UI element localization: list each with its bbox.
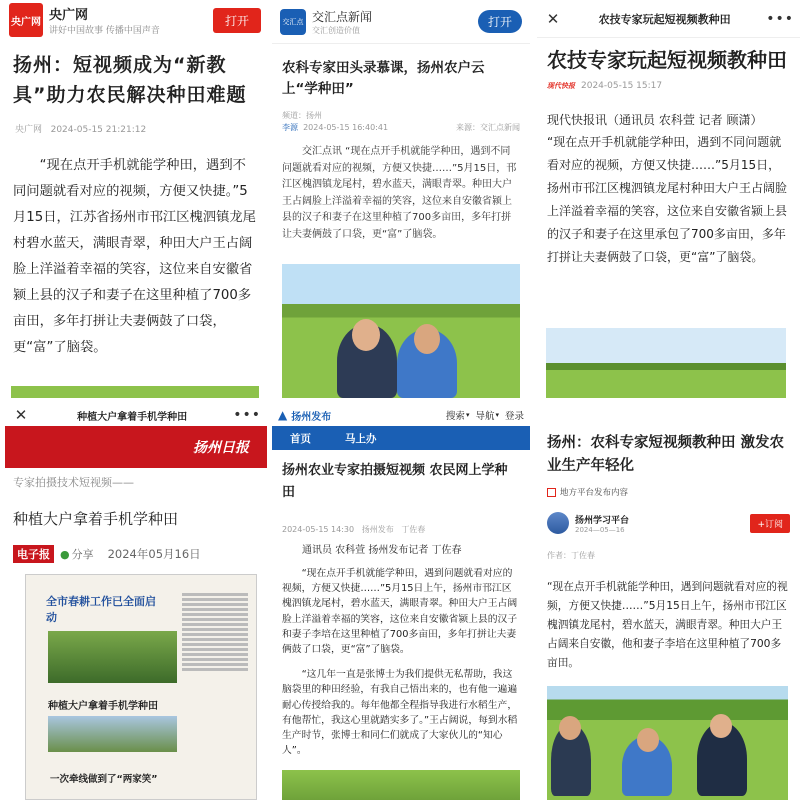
- panel-xdkb: [537, 0, 800, 398]
- app-banner: [5, 0, 265, 40]
- cnr-logo: 央广网: [9, 3, 43, 37]
- article-body-2: “这几年一直是张博士为我们提供无私帮助，我这脑袋里的种田经验，有我自己悟出来的，也有他一遍遍耐心传授给我的。每年他都全程指导我进行水稻生产，有他帮忙，我这心里就踏实多了。”王占阔说，每到水稻生产时节，张博士和同仁们就成了大家伙儿的“知心人”。: [282, 669, 518, 757]
- chevron-down-icon: ▾: [465, 411, 470, 419]
- article-title: 扬州：农科专家短视频教种田 激发农业生产年轻化: [547, 435, 785, 474]
- article-title: 农技专家玩起短视频教种田: [547, 48, 787, 72]
- masthead-banner: [5, 426, 267, 468]
- brand-name: 扬州发布: [291, 411, 332, 423]
- app-banner: [272, 0, 530, 44]
- meta-time: 2024-05-15 21:21:12: [50, 125, 147, 135]
- article-meta: [537, 75, 800, 91]
- article-title: 扬州：短视频成为“新教具”助力农民解决种田难题: [13, 54, 247, 106]
- np-bottom-head: 一次牵线做到了“两家笑”: [50, 774, 158, 785]
- source-label: 来源：: [456, 123, 480, 132]
- brand-name: 交汇点新闻: [312, 9, 373, 24]
- np-headline: 全市春耕工作已全面启动: [46, 595, 156, 624]
- author-label: 作者：: [547, 551, 571, 560]
- face: [352, 319, 380, 351]
- bar-title: 种植大户拿着手机学种田: [77, 411, 188, 423]
- np-photo: [48, 631, 177, 683]
- panel-jhd: [272, 0, 530, 398]
- bar-title: 农技专家玩起短视频教种田: [598, 12, 731, 26]
- channel-link[interactable]: 扬州: [306, 111, 322, 120]
- yzfb-logo: ▲: [278, 408, 288, 422]
- platform-label: [537, 478, 800, 498]
- account-date: 2024—05—16: [575, 525, 625, 534]
- login-link[interactable]: 登录: [504, 411, 524, 422]
- account-name[interactable]: 扬州学习平台: [575, 515, 630, 526]
- article-body: “现在点开手机就能学种田，遇到问题就看对应的视频，方便又快捷……”5月15日上午，扬州市邗江区槐泗镇龙尾村，碧水蓝天，满眼青翠。种田大户王占阔来自安徽，他和妻子李培在这里种植了700多亩田。: [547, 580, 788, 669]
- farm-photo: [282, 770, 520, 800]
- np-columns: [178, 591, 252, 769]
- article-body: “现在点开手机就能学种田，遇到不同问题就看对应的视频，方便又快捷……”5月15日，扬州市邗江区槐泗镇龙尾村种田大户王占阔脸上洋溢着幸福的笑容，这位来自安徽省颍上县的汉子和妻子在这里承包了700多亩田，多年打拼让夫妻俩鼓了口袋，更“富”了脑袋。: [547, 135, 788, 264]
- account-avatar: [547, 512, 569, 534]
- platform-icon: [547, 488, 556, 497]
- top-bar: [5, 404, 267, 426]
- meta-source: 扬州发布: [361, 525, 394, 534]
- article-body: 交汇点讯 “现在点开手机就能学种田，遇到不同问题就看对应的视频，方便又快捷……”5月15日，邗江区槐泗镇龙尾村，碧水蓝天，满眼青翠。种田大户王占阔脸上洋溢着幸福的笑容，这位来自安徽省颍上县的汉子和妻子在这里种植了700多亩田，多年打拼让夫妻俩鼓了口袋，更“富”了脑袋。: [282, 146, 517, 240]
- article-meta: [5, 110, 265, 135]
- face: [559, 716, 581, 740]
- xdkb-logo: 现代快报: [547, 82, 575, 90]
- masthead-text: 扬州日报: [193, 440, 249, 456]
- article-meta: [272, 504, 530, 535]
- close-icon[interactable]: ✕: [546, 9, 560, 28]
- share-button[interactable]: 分享: [71, 548, 94, 561]
- face: [710, 714, 732, 738]
- panel-xxqg: [537, 404, 800, 800]
- tab-go[interactable]: 马上办: [345, 432, 377, 445]
- platform-text: 地方平台发布内容: [560, 488, 629, 498]
- open-app-button[interactable]: 打开: [478, 10, 522, 33]
- article-meta: [5, 529, 267, 563]
- nav-tabs: [272, 426, 530, 450]
- meta-editor: 丁佐春: [401, 525, 426, 534]
- article-meta: [272, 100, 530, 134]
- epaper-tag[interactable]: 电子报: [13, 545, 54, 563]
- farm-photo: [547, 686, 788, 800]
- article-body: “现在点开手机就能学种田，遇到不同问题就看对应的视频，方便又快捷。”5月15日，江苏省扬州市邗江区槐泗镇龙尾村碧水蓝天，满眼青翠，种田大户王占阔脸上洋溢着幸福的笑容，这位来自安徽省颍上县的汉子和妻子在这里种植了700多亩田，多年打拼让夫妻俩鼓了口袋，更“富”了脑袋。: [13, 158, 256, 355]
- newspaper-page: [25, 574, 257, 800]
- close-icon[interactable]: ✕: [14, 406, 28, 424]
- byline: 现代快报讯（通讯员 农科萱 记者 顾潇）: [547, 113, 763, 127]
- panel-yzrb: [5, 404, 267, 800]
- publish-date: 2024年05月16日: [107, 547, 201, 561]
- search-link[interactable]: 搜索: [445, 411, 465, 422]
- article-title: 种植大户拿着手机学种田: [13, 510, 179, 528]
- account-row: [537, 498, 800, 534]
- article-title: 扬州农业专家拍摄短视频 农民网上学种田: [282, 463, 508, 500]
- brand-name: 央广网: [49, 8, 89, 23]
- panel-cnr: [5, 0, 265, 398]
- brand-slogan: 交汇创造价值: [312, 25, 360, 35]
- kicker: 专家拍摄技术短视频——: [13, 476, 134, 489]
- open-app-button[interactable]: 打开: [213, 8, 261, 33]
- panel-yzfb: [272, 404, 530, 800]
- publish-time: 2024-05-15 16:40:41: [303, 123, 389, 132]
- publish-time: 2024-05-15 15:17: [581, 81, 663, 91]
- jhd-logo: 交汇点: [280, 9, 306, 35]
- nav-link[interactable]: 导航: [475, 411, 495, 422]
- site-header: [272, 404, 530, 426]
- byline: 通讯员 农科萱 扬州发布记者 丁佐春: [302, 545, 462, 556]
- brand-slogan: 讲好中国故事 传播中国声音: [49, 26, 160, 36]
- publish-time: 2024-05-15 14:30: [282, 525, 355, 534]
- author-row: [537, 534, 800, 561]
- meta-source: 央广网: [15, 125, 43, 135]
- farm-photo: [282, 264, 520, 398]
- article-title: 农科专家田头录慕课，扬州农户云上“学种田”: [282, 60, 485, 97]
- author[interactable]: 李源: [282, 123, 298, 132]
- face: [637, 728, 659, 752]
- more-icon[interactable]: •••: [766, 10, 794, 27]
- share-icon[interactable]: ●: [60, 547, 70, 561]
- subscribe-button[interactable]: +订阅: [750, 514, 790, 533]
- author: 丁佐春: [571, 551, 595, 560]
- top-bar: [537, 0, 800, 38]
- channel-label: 频道：: [282, 111, 306, 120]
- np-subhead: 种植大户拿着手机学种田: [48, 701, 158, 712]
- chevron-down-icon: ▾: [495, 411, 499, 419]
- article-body: “现在点开手机就能学种田，遇到问题就看对应的视频，方便又快捷……”5月15日上午，扬州市邗江区槐泗镇龙尾村，碧水蓝天，满眼青翠。种田大户王占阔脸上洋溢着幸福的笑容，这位来自安徽省颍上县的汉子和妻子李培在这里种植了700多亩田，多年打拼让夫妻俩鼓了口袋，更“富”了脑袋。: [282, 568, 518, 656]
- source: 交汇点新闻: [480, 123, 520, 132]
- farm-photo: [546, 328, 786, 398]
- photo-strip: [11, 386, 259, 398]
- face: [414, 324, 440, 354]
- np-photo-2: [48, 716, 177, 752]
- more-icon[interactable]: •••: [233, 407, 261, 423]
- tab-home[interactable]: 首页: [290, 432, 311, 445]
